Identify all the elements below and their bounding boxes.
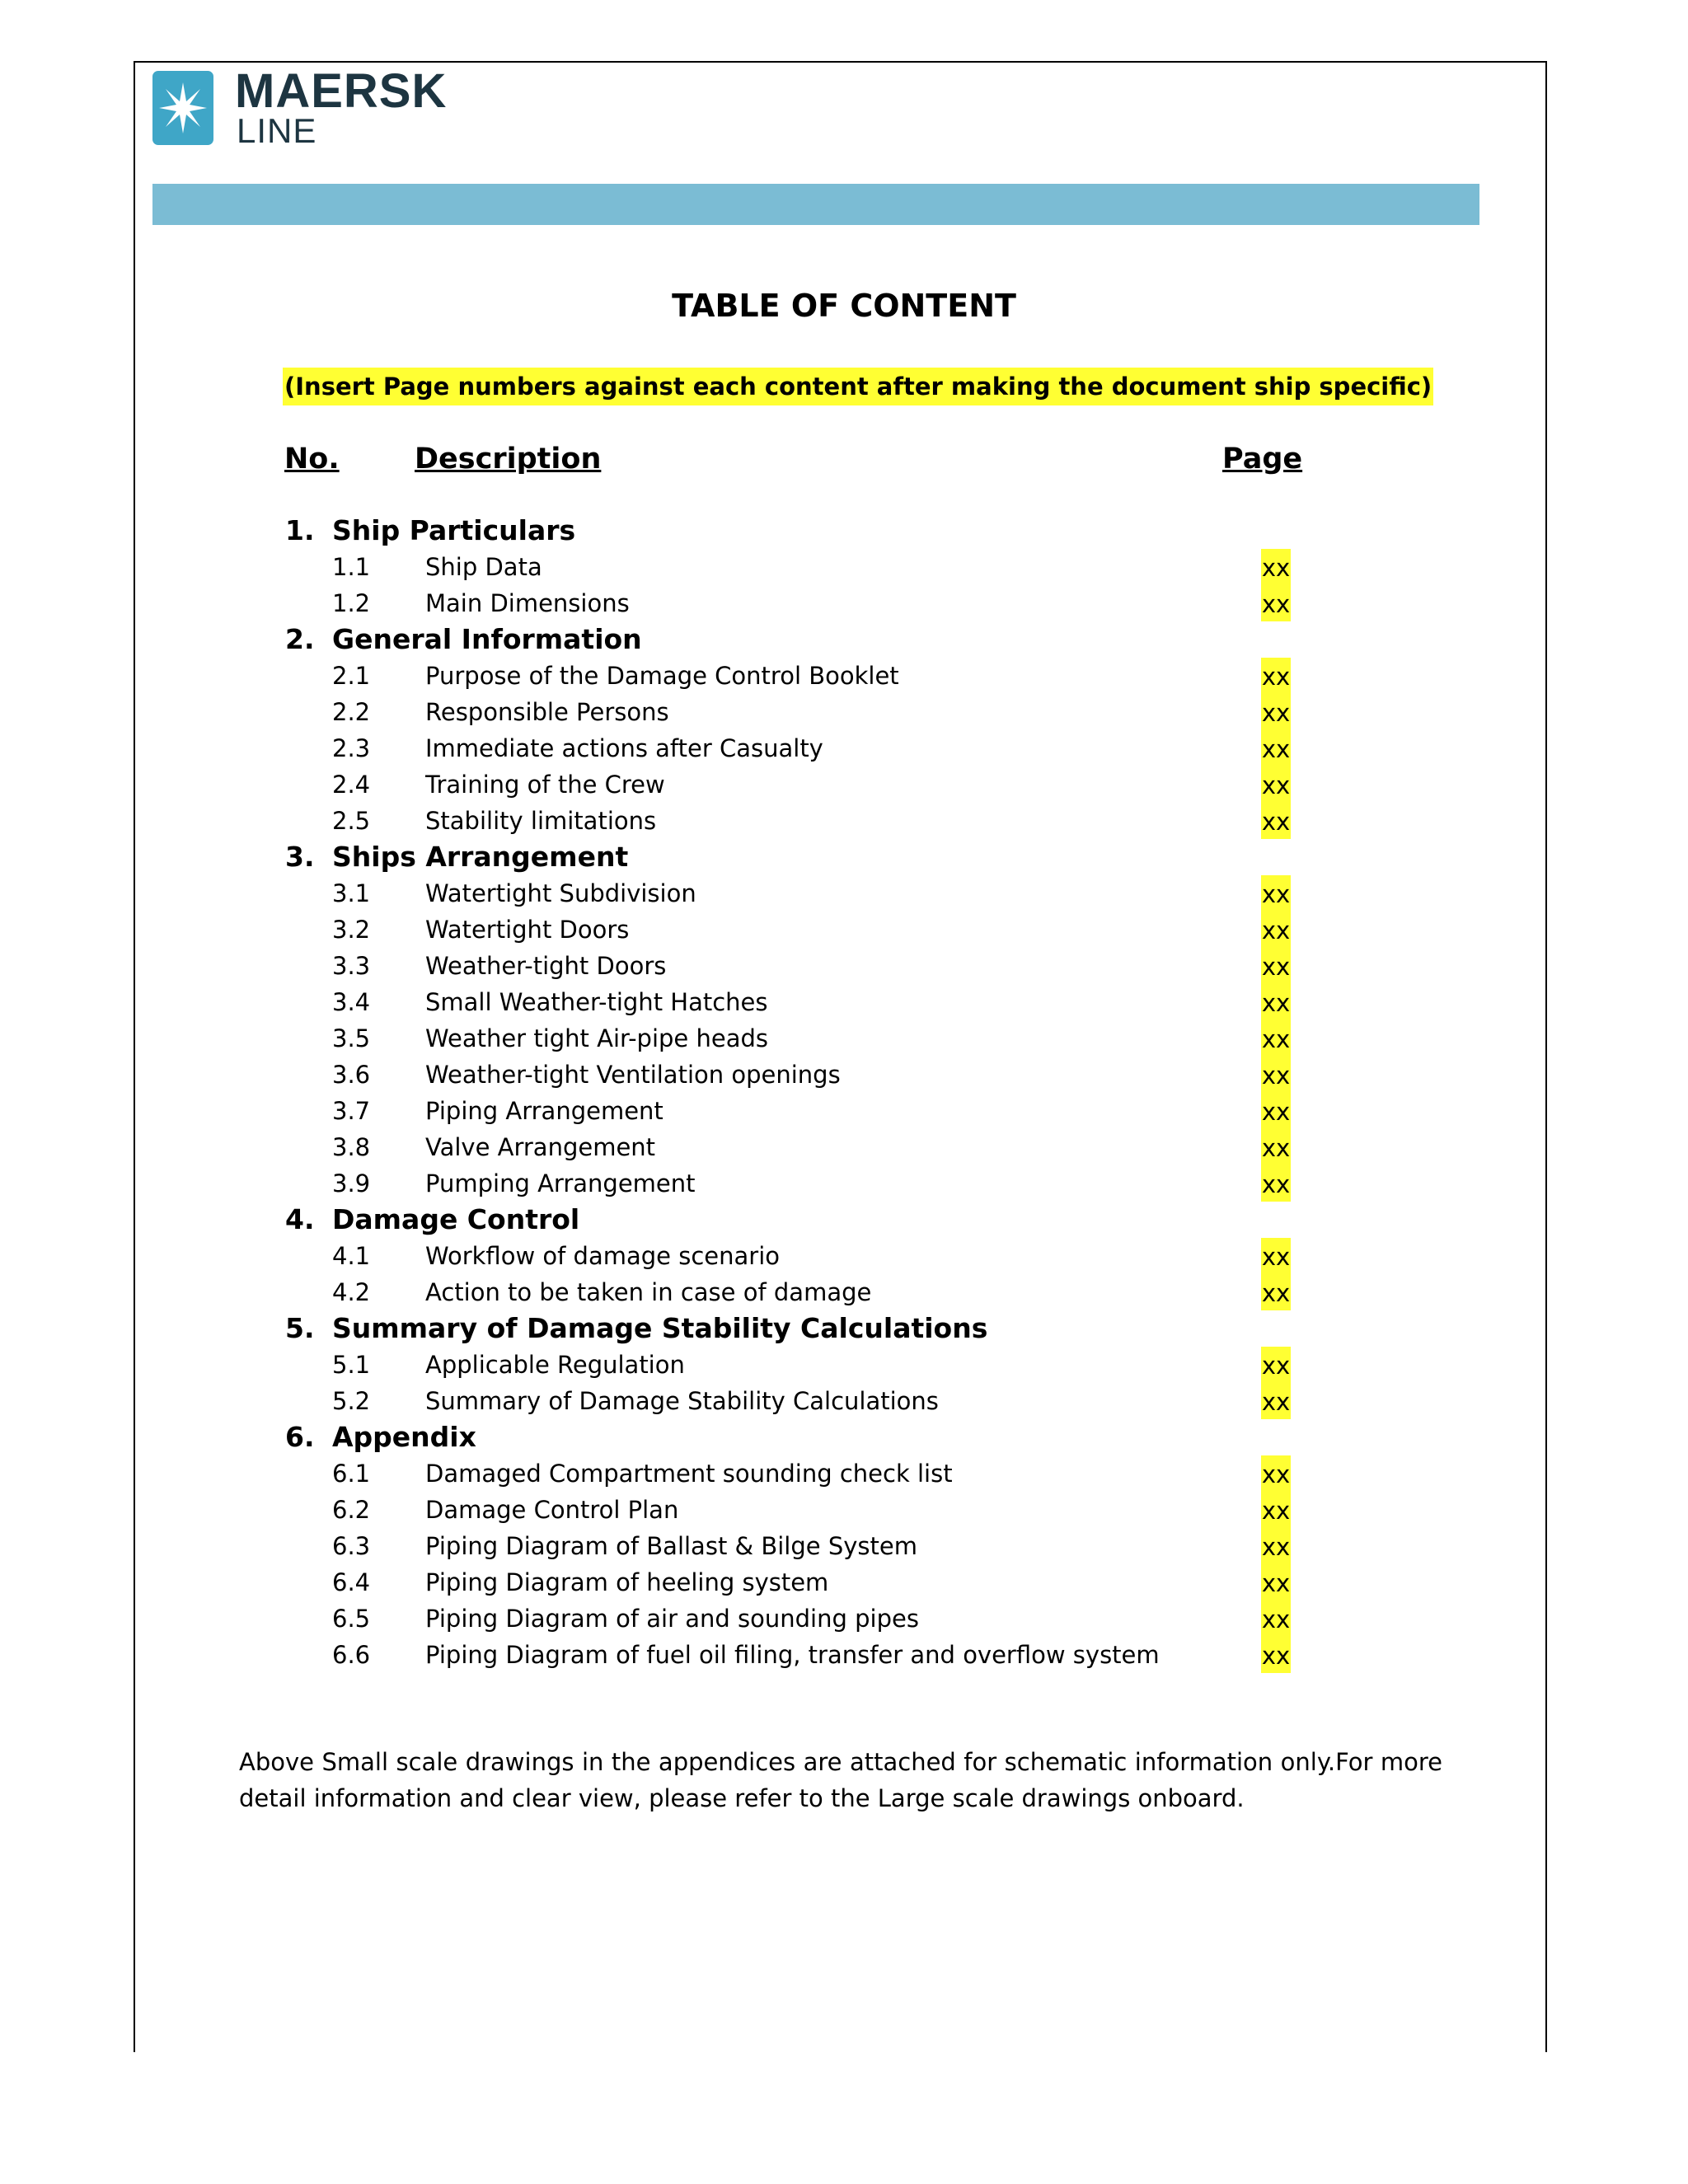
item-title: Training of the Crew	[425, 771, 665, 799]
section-title: General Information	[332, 623, 642, 655]
item-page-number: xx	[1261, 1383, 1291, 1419]
section-number: 1.	[285, 514, 315, 546]
item-page-number: xx	[1261, 1057, 1291, 1093]
item-page-number: xx	[1261, 1274, 1291, 1310]
item-page-number: xx	[1261, 1093, 1291, 1129]
item-page-number: xx	[1261, 1165, 1291, 1202]
item-title: Ship Data	[425, 553, 542, 581]
item-page-number: xx	[1261, 1528, 1291, 1564]
item-page-number: xx	[1261, 1129, 1291, 1165]
toc-section	[0, 621, 1688, 658]
toc-section	[0, 1202, 1688, 1238]
toc-item	[0, 912, 1688, 948]
item-title: Weather-tight Doors	[425, 952, 667, 980]
item-number: 3.1	[332, 879, 371, 907]
toc-item	[0, 658, 1688, 694]
toc-item	[0, 1165, 1688, 1202]
item-number: 2.4	[332, 771, 371, 799]
item-title: Responsible Persons	[425, 698, 669, 726]
toc-item	[0, 1274, 1688, 1310]
item-page-number: xx	[1261, 912, 1291, 948]
header-band	[152, 184, 1479, 225]
section-title: Ship Particulars	[332, 514, 576, 546]
toc-item	[0, 948, 1688, 984]
toc-item	[0, 1637, 1688, 1673]
section-number: 3.	[285, 841, 315, 873]
table-of-contents	[0, 513, 1688, 1673]
column-header-page: Page	[1222, 443, 1303, 476]
toc-item	[0, 875, 1688, 912]
item-number: 4.1	[332, 1242, 371, 1270]
item-page-number: xx	[1261, 694, 1291, 730]
item-number: 6.5	[332, 1605, 371, 1633]
item-title: Action to be taken in case of damage	[425, 1278, 872, 1306]
item-page-number: xx	[1261, 875, 1291, 912]
item-title: Watertight Doors	[425, 916, 630, 944]
item-number: 5.2	[332, 1387, 371, 1415]
item-title: Piping Diagram of Ballast & Bilge System	[425, 1532, 917, 1560]
toc-item	[0, 730, 1688, 766]
item-number: 2.5	[332, 807, 371, 835]
item-page-number: xx	[1261, 948, 1291, 984]
item-title: Main Dimensions	[425, 589, 630, 617]
toc-item	[0, 549, 1688, 585]
item-page-number: xx	[1261, 1238, 1291, 1274]
item-number: 3.3	[332, 952, 371, 980]
footnote: Above Small scale drawings in the appendices are attached for schematic information only.For more detail information and clear view, please refer to the Large scale drawings onboard.	[239, 1748, 1442, 1812]
item-page-number: xx	[1261, 803, 1291, 839]
toc-item	[0, 1347, 1688, 1383]
item-number: 6.4	[332, 1568, 371, 1596]
toc-item	[0, 766, 1688, 803]
item-page-number: xx	[1261, 585, 1291, 621]
page-title: TABLE OF CONTENT	[672, 288, 1016, 324]
item-number: 3.2	[332, 916, 371, 944]
item-title: Purpose of the Damage Control Booklet	[425, 662, 899, 690]
maersk-logo	[152, 64, 482, 153]
section-title: Ships Arrangement	[332, 841, 629, 873]
item-page-number: xx	[1261, 1020, 1291, 1057]
section-title: Appendix	[332, 1421, 476, 1453]
item-title: Piping Diagram of fuel oil filing, transfer and overflow system	[425, 1641, 1160, 1669]
toc-item	[0, 1455, 1688, 1492]
section-number: 6.	[285, 1421, 315, 1453]
instruction-note: (Insert Page numbers against each content after making the document ship specific)	[283, 368, 1433, 405]
item-title: Stability limitations	[425, 807, 657, 835]
item-number: 3.5	[332, 1024, 371, 1052]
item-number: 6.6	[332, 1641, 371, 1669]
item-number: 2.1	[332, 662, 371, 690]
item-number: 2.2	[332, 698, 371, 726]
section-number: 4.	[285, 1203, 315, 1235]
item-number: 3.4	[332, 988, 371, 1016]
logo-wordmark: MAERSK	[235, 64, 448, 118]
item-page-number: xx	[1261, 1637, 1291, 1673]
item-number: 2.3	[332, 734, 371, 762]
toc-item	[0, 1057, 1688, 1093]
item-title: Piping Arrangement	[425, 1097, 663, 1125]
item-number: 1.2	[332, 589, 371, 617]
toc-item	[0, 694, 1688, 730]
column-header-no: No.	[284, 443, 340, 476]
toc-section	[0, 513, 1688, 549]
toc-item	[0, 1093, 1688, 1129]
item-title: Watertight Subdivision	[425, 879, 696, 907]
item-number: 5.1	[332, 1351, 371, 1379]
toc-item	[0, 1601, 1688, 1637]
toc-item	[0, 1492, 1688, 1528]
maersk-star-icon	[152, 71, 213, 145]
item-number: 3.6	[332, 1061, 371, 1089]
item-title: Weather tight Air-pipe heads	[425, 1024, 768, 1052]
toc-item	[0, 585, 1688, 621]
item-title: Pumping Arrangement	[425, 1169, 696, 1197]
section-title: Summary of Damage Stability Calculations	[332, 1312, 988, 1344]
toc-item	[0, 1383, 1688, 1419]
toc-section	[0, 1419, 1688, 1455]
item-number: 3.8	[332, 1133, 371, 1161]
item-title: Workflow of damage scenario	[425, 1242, 780, 1270]
toc-item	[0, 1528, 1688, 1564]
page-border-top	[134, 61, 1547, 63]
item-page-number: xx	[1261, 1601, 1291, 1637]
item-title: Valve Arrangement	[425, 1133, 656, 1161]
item-title: Summary of Damage Stability Calculations	[425, 1387, 939, 1415]
toc-item	[0, 803, 1688, 839]
item-page-number: xx	[1261, 1347, 1291, 1383]
section-number: 2.	[285, 623, 315, 655]
item-title: Damaged Compartment sounding check list	[425, 1460, 953, 1488]
item-title: Piping Diagram of air and sounding pipes	[425, 1605, 919, 1633]
section-title: Damage Control	[332, 1203, 580, 1235]
item-title: Weather-tight Ventilation openings	[425, 1061, 841, 1089]
item-title: Immediate actions after Casualty	[425, 734, 823, 762]
item-page-number: xx	[1261, 549, 1291, 585]
item-page-number: xx	[1261, 984, 1291, 1020]
item-title: Applicable Regulation	[425, 1351, 685, 1379]
toc-section	[0, 1310, 1688, 1347]
item-number: 6.1	[332, 1460, 371, 1488]
item-page-number: xx	[1261, 766, 1291, 803]
toc-item	[0, 1129, 1688, 1165]
item-title: Damage Control Plan	[425, 1496, 679, 1524]
toc-item	[0, 1564, 1688, 1601]
section-number: 5.	[285, 1312, 315, 1344]
item-title: Piping Diagram of heeling system	[425, 1568, 829, 1596]
item-title: Small Weather-tight Hatches	[425, 988, 768, 1016]
item-number: 4.2	[332, 1278, 371, 1306]
item-page-number: xx	[1261, 730, 1291, 766]
item-page-number: xx	[1261, 1492, 1291, 1528]
item-number: 6.2	[332, 1496, 371, 1524]
item-number: 3.7	[332, 1097, 371, 1125]
item-number: 3.9	[332, 1169, 371, 1197]
column-header-description: Description	[415, 443, 602, 476]
toc-section	[0, 839, 1688, 875]
item-number: 1.1	[332, 553, 371, 581]
toc-item	[0, 984, 1688, 1020]
item-page-number: xx	[1261, 1455, 1291, 1492]
item-page-number: xx	[1261, 658, 1291, 694]
toc-item	[0, 1020, 1688, 1057]
logo-subtitle: LINE	[237, 111, 317, 150]
item-page-number: xx	[1261, 1564, 1291, 1601]
toc-item	[0, 1238, 1688, 1274]
item-number: 6.3	[332, 1532, 371, 1560]
